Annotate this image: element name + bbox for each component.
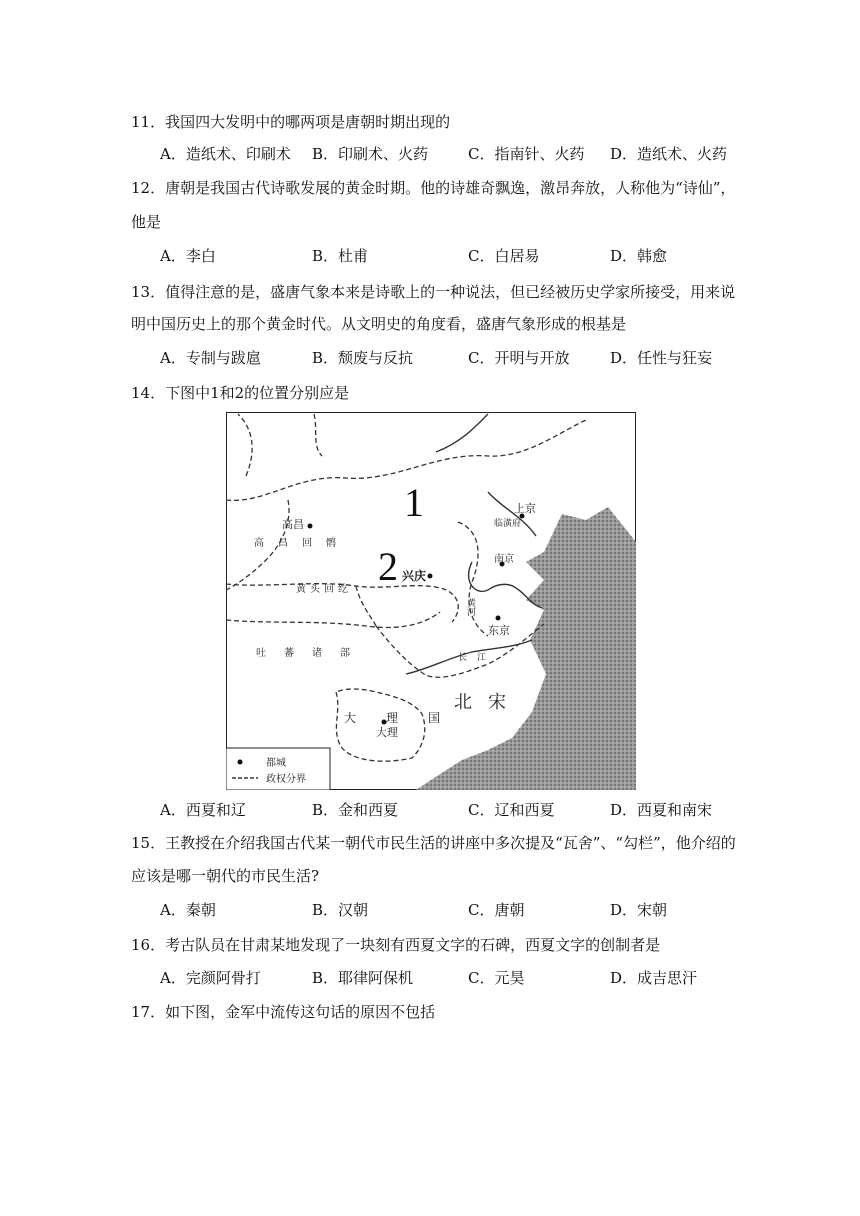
question-15-stem-cont: 应该是哪一朝代的市民生活? <box>131 867 320 885</box>
option-c[interactable]: C．开明与开放 <box>468 349 570 367</box>
question-16-stem: 16．考古队员在甘肃某地发现了一块刻有西夏文字的石碑，西夏文字的创制者是 <box>131 936 661 954</box>
question-14-options <box>160 800 740 820</box>
option-a[interactable]: A．专制与跋扈 <box>160 349 261 367</box>
capital-dongjing-dot <box>496 616 501 621</box>
legend-capital-label: 都城 <box>266 758 286 769</box>
option-b[interactable]: B．杜甫 <box>312 247 369 265</box>
label-gaochang-uyghur: 高昌回鹘 <box>254 538 350 549</box>
option-d[interactable]: D．造纸术、火药 <box>610 145 728 163</box>
capital-xingqing-dot <box>428 574 433 579</box>
question-15-options <box>160 900 740 920</box>
option-d[interactable]: D．西夏和南宋 <box>610 801 713 819</box>
label-nanjing: 南京 <box>494 554 514 565</box>
label-xingqing: 兴庆 <box>402 569 427 583</box>
question-13-stem: 13．值得注意的是，盛唐气象本来是诗歌上的一种说法，但已经被历史学家所接受，用来说 <box>131 283 736 301</box>
capital-gaochang-dot <box>308 524 313 529</box>
question-12-options <box>160 246 740 266</box>
label-linhuangfu: 临潢府 <box>494 519 522 529</box>
option-c[interactable]: C．唐朝 <box>468 901 525 919</box>
legend-capital-symbol <box>238 760 243 765</box>
label-tubo-tribes: 吐蕃诸部 <box>256 648 368 659</box>
option-d[interactable]: D．韩愈 <box>610 247 668 265</box>
question-15-stem: 15．王教授在介绍我国古代某一朝代市民生活的讲座中多次提及“瓦舍”、“勾栏”，他介绍的 <box>131 834 736 852</box>
map-legend <box>226 748 330 790</box>
label-northern-song: 北宋 <box>454 692 522 713</box>
label-shangjing: 上京 <box>514 502 536 515</box>
question-13-options <box>160 348 740 368</box>
historical-map <box>226 412 636 790</box>
label-yellow-river: 黄河 <box>465 598 475 616</box>
option-a[interactable]: A．李白 <box>160 247 216 265</box>
option-b[interactable]: B．印刷术、火药 <box>312 145 429 163</box>
option-d[interactable]: D．成吉思汗 <box>610 969 698 987</box>
option-a[interactable]: A．造纸术、印刷术 <box>160 145 291 163</box>
option-b[interactable]: B．汉朝 <box>312 901 369 919</box>
question-13-stem-cont: 明中国历史上的那个黄金时代。从文明史的角度看，盛唐气象形成的根基是 <box>131 315 627 333</box>
label-gaochang: 高昌 <box>282 518 304 531</box>
label-dali: 大理 <box>376 726 398 739</box>
option-c[interactable]: C．白居易 <box>468 247 540 265</box>
region-number-1: 1 <box>404 480 424 525</box>
option-b[interactable]: B．耶律阿保机 <box>312 969 414 987</box>
question-12-stem-cont: 他是 <box>131 213 162 231</box>
option-d[interactable]: D．任性与狂妄 <box>610 349 713 367</box>
option-b[interactable]: B．金和西夏 <box>312 801 399 819</box>
question-11-stem: 11．我国四大发明中的哪两项是唐朝时期出现的 <box>131 113 451 131</box>
option-b[interactable]: B．颓废与反抗 <box>312 349 414 367</box>
label-huangtou-uighur: 黄头回纥 <box>296 584 352 595</box>
option-c[interactable]: C．元昊 <box>468 969 525 987</box>
question-16-options <box>160 968 740 988</box>
option-d[interactable]: D．宋朝 <box>610 901 668 919</box>
label-yangtze-river: 长江 <box>458 653 497 663</box>
question-17-stem: 17．如下图，金军中流传这句话的原因不包括 <box>131 1003 436 1021</box>
option-a[interactable]: A．秦朝 <box>160 901 216 919</box>
option-c[interactable]: C．指南针、火药 <box>468 145 585 163</box>
question-11-options <box>160 144 740 164</box>
legend-boundary-label: 政权分界 <box>266 774 306 785</box>
question-14-stem: 14．下图中1和2的位置分别应是 <box>131 384 350 402</box>
option-a[interactable]: A．西夏和辽 <box>160 801 246 819</box>
option-a[interactable]: A．完颜阿骨打 <box>160 969 261 987</box>
region-number-2: 2 <box>378 544 398 589</box>
label-dongjing: 东京 <box>488 624 510 637</box>
question-12-stem: 12．唐朝是我国古代诗歌发展的黄金时期。他的诗雄奇飘逸，激昂奔放，人称他为“诗仙”， <box>131 179 736 197</box>
option-c[interactable]: C．辽和西夏 <box>468 801 555 819</box>
label-dali-kingdom: 大理国 <box>344 711 471 725</box>
